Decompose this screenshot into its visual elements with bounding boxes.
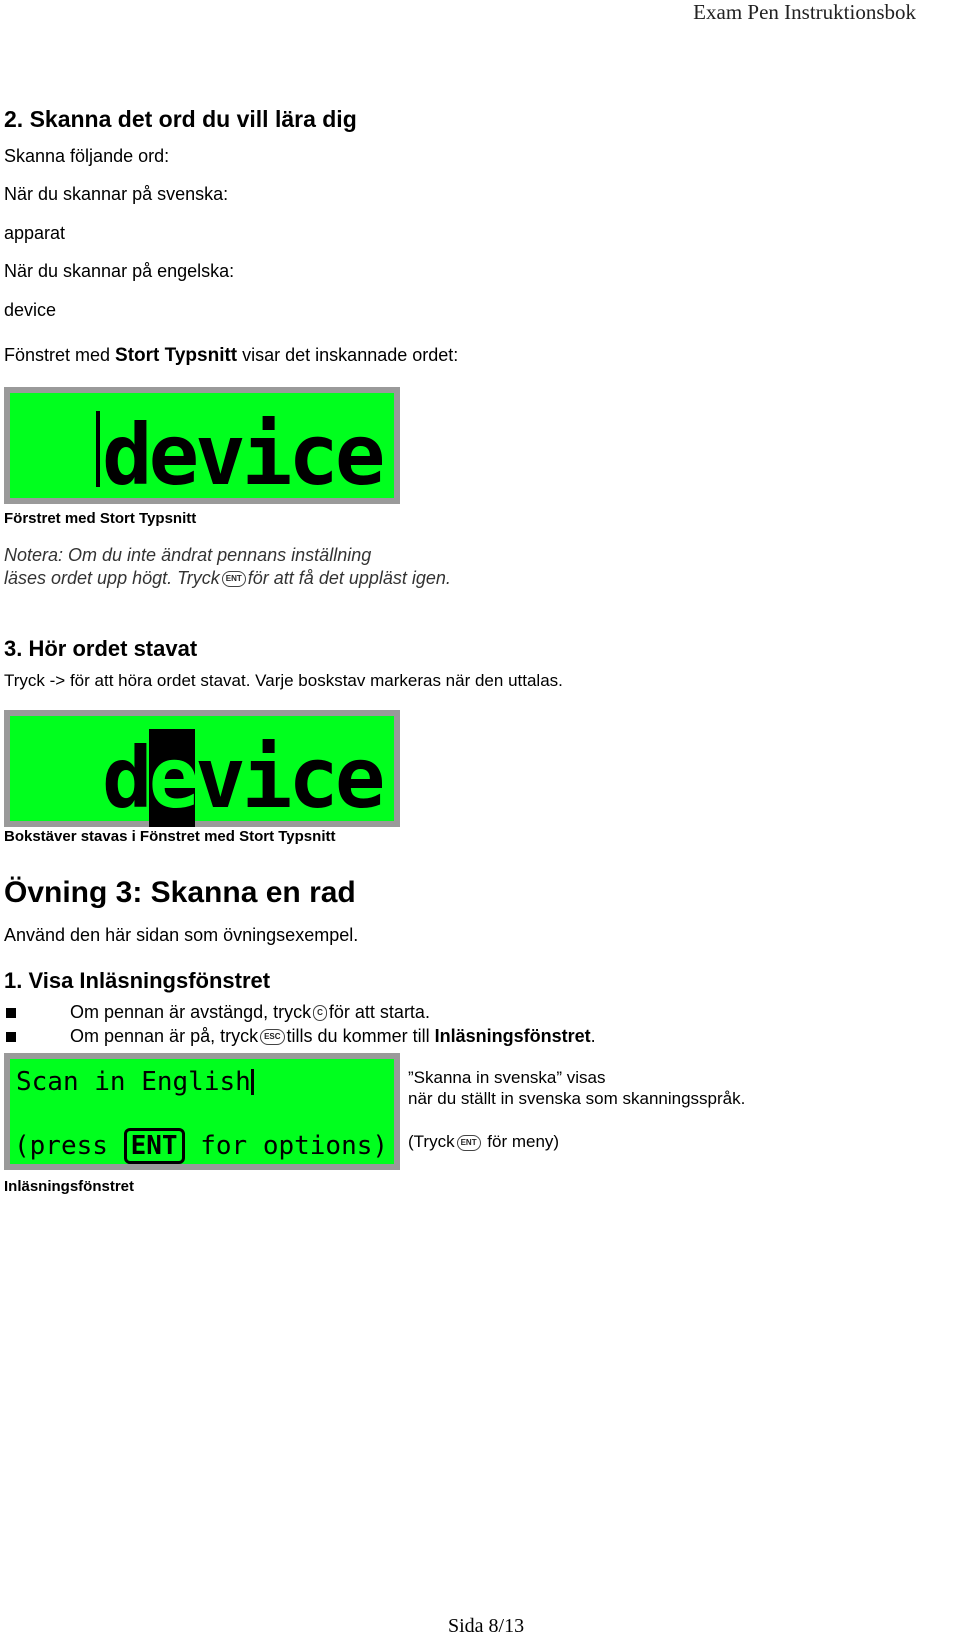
intro-prefix: Fönstret med [4,345,116,365]
clear-key-icon: C [313,1005,327,1021]
letter: d [102,729,149,827]
esc-key-icon: ESC [260,1029,284,1045]
highlighted-letter: e [148,729,196,827]
text-cursor [96,411,100,487]
ent-key-icon: ENT [124,1128,185,1164]
lcd-text: (press [14,1131,124,1161]
intro-bold: Stort Typsnitt [115,345,238,366]
note-prefix: läses ordet upp högt. Tryck [4,568,220,588]
lcd-word: device [102,406,382,504]
bullet-bold: Inläsningsfönstret [434,1026,591,1046]
document-header: Exam Pen Instruktionsbok [693,0,916,24]
text-line: Tryck -> för att höra ordet stavat. Varje boskstav markeras när den uttalas. [4,671,563,690]
lcd-large-font-window [4,387,400,504]
side-note-line: ”Skanna in svenska” visas [408,1068,606,1087]
text-line: Använd den här sidan som övningsexempel. [4,925,359,945]
lcd-text: Scan in English [16,1067,251,1097]
text-line: När du skannar på svenska: [4,184,229,204]
text-line: apparat [4,223,66,243]
bullet-suffix: för att starta. [328,1002,430,1022]
note-line [4,568,451,589]
section-2-heading: 2. Skanna det ord du vill lära dig [4,106,357,132]
ent-key-icon: ENT [457,1135,481,1151]
lcd-text: for options) [184,1131,389,1161]
side-note-line [408,1132,559,1152]
bullet-icon [6,1032,16,1042]
figure-caption: Förstret med Stort Typsnitt [4,510,197,527]
text-line: device [4,300,57,320]
side-note-line: när du ställt in svenska som skanningsspråk. [408,1089,746,1108]
bullet-prefix: Om pennan är på, tryck [70,1026,259,1046]
bullet-item [70,1026,596,1047]
section-3-heading: 3. Hör ordet stavat [4,636,198,661]
text-line: När du skannar på engelska: [4,261,235,281]
bullet-prefix: Om pennan är avstängd, tryck [70,1002,312,1022]
lcd-line-2 [14,1133,388,1159]
bullet-item [70,1002,430,1023]
note-line: Notera: Om du inte ändrat pennans inställning [4,545,372,565]
lcd-line-1 [16,1069,254,1095]
bullet-icon [6,1008,16,1018]
text-cursor [251,1069,254,1095]
lcd-spelled-word [102,729,382,827]
lcd-spelling-window [4,710,400,827]
side-suffix: för meny) [482,1132,560,1151]
window-intro [4,345,458,367]
lcd-scan-window [4,1053,400,1170]
exercise-sub-heading: 1. Visa Inläsningsfönstret [4,968,271,993]
figure-caption: Inläsningsfönstret [4,1178,135,1195]
note-suffix: för att få det uppläst igen. [247,568,451,588]
figure-caption: Bokstäver stavas i Fönstret med Stort Typsnitt [4,828,336,845]
bullet-end: . [590,1026,596,1046]
bullet-middle: tills du kommer till [286,1026,435,1046]
page-number: Sida 8/13 [448,1615,525,1637]
exercise-heading: Övning 3: Skanna en rad [4,876,356,909]
letter: vice [195,729,382,827]
text-line: Skanna följande ord: [4,146,170,166]
intro-suffix: visar det inskannade ordet: [237,345,459,365]
ent-key-icon: ENT [222,571,246,587]
side-prefix: (Tryck [408,1132,455,1151]
